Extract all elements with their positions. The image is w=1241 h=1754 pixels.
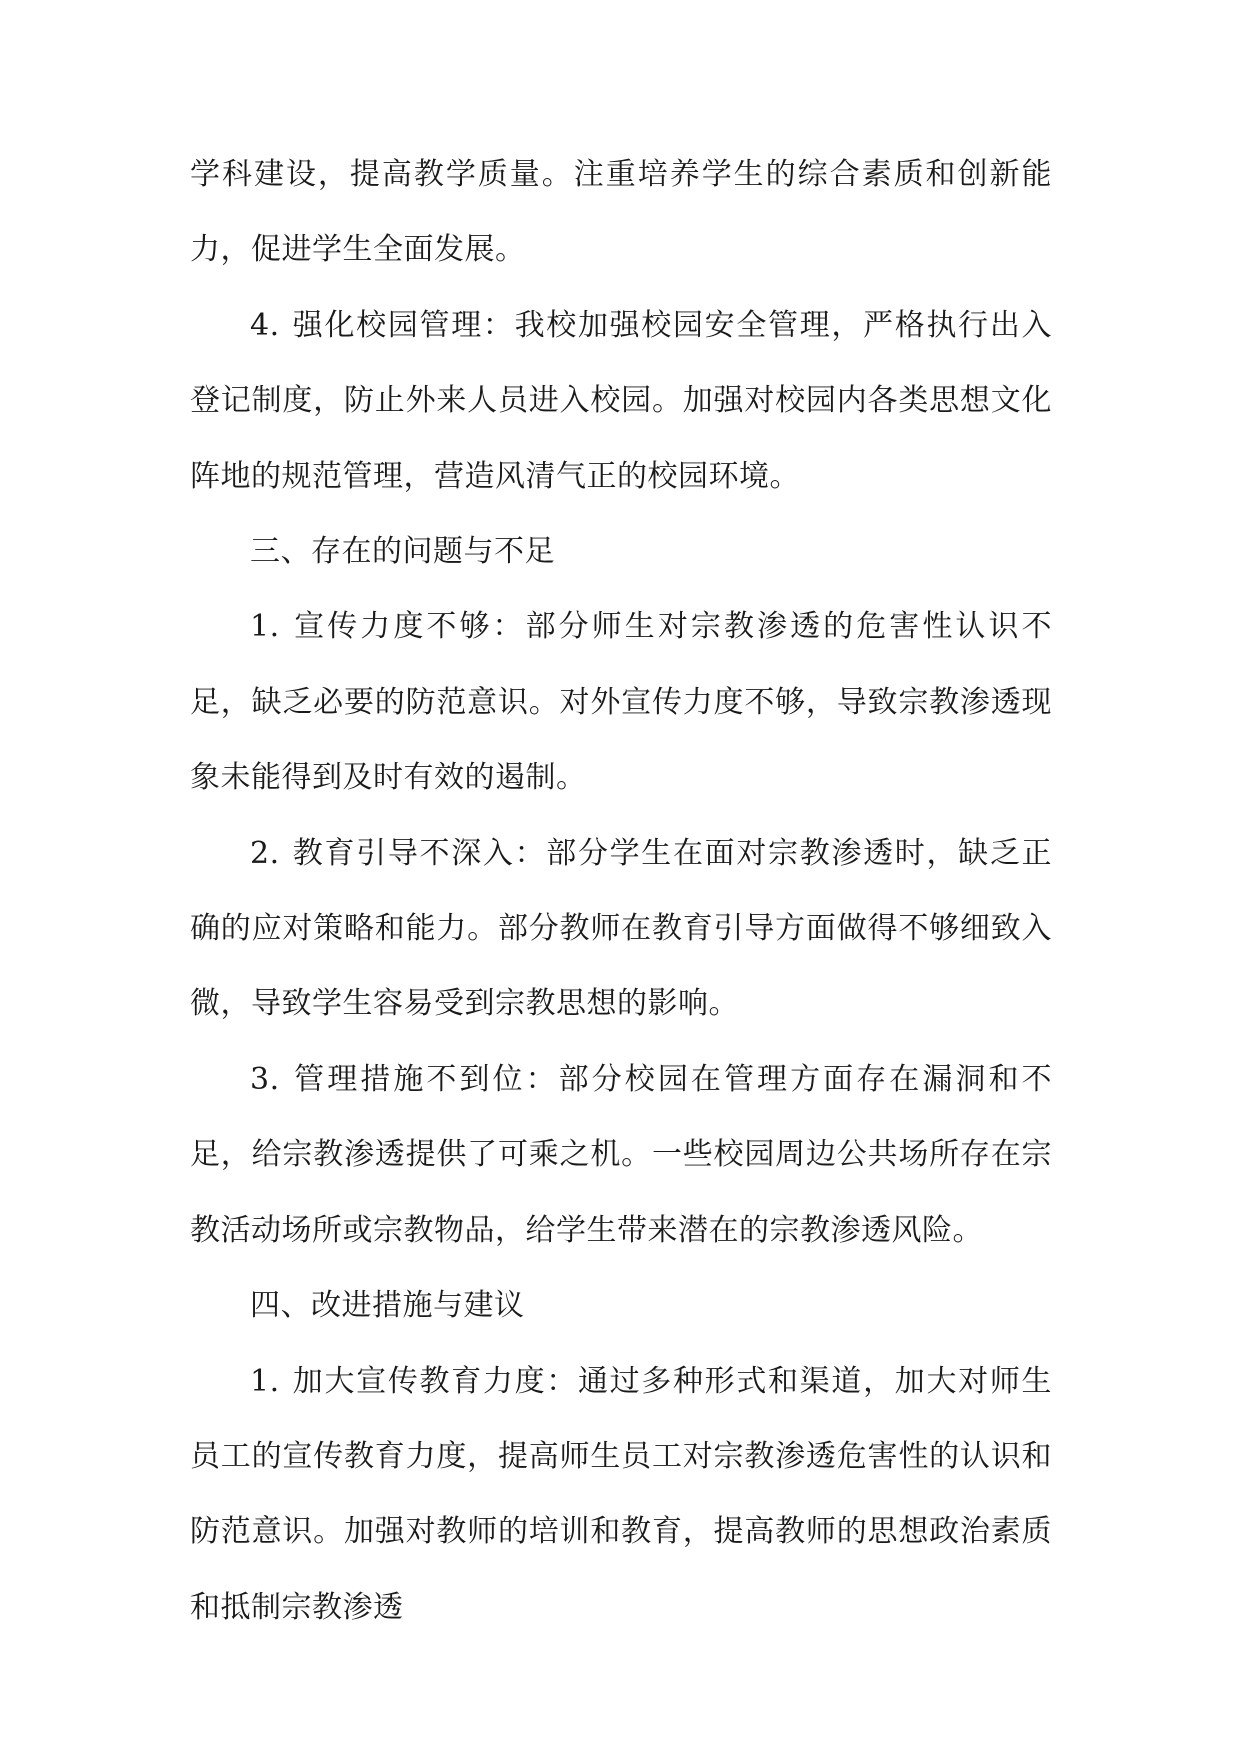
paragraph-text: 强化校园管理：我校加强校园安全管理，严格执行出入登记制度，防止外来人员进入校园。加强对校园内各类思想文化阵地的规范管理，营造风清气正的校园环境。: [190, 307, 1052, 494]
section-heading-improvements: [190, 1268, 1052, 1343]
paragraph-text: 宣传力度不够：部分师生对宗教渗透的危害性认识不足，缺乏必要的防范意识。对外宣传力度不够，导致宗教渗透现象未能得到及时有效的遏制。: [190, 609, 1052, 796]
paragraph-item-1-education: [190, 1344, 1052, 1646]
section-heading-problems: [190, 514, 1052, 589]
paragraph-text: 管理措施不到位：部分校园在管理方面存在漏洞和不足，给宗教渗透提供了可乘之机。一些校园周边公共场所存在宗教活动场所或宗教物品，给学生带来潜在的宗教渗透风险。: [190, 1061, 1052, 1248]
paragraph-continuation: [190, 137, 1052, 288]
heading-text: 四、改进措施与建议: [250, 1288, 525, 1324]
paragraph-text: 加大宣传教育力度：通过多种形式和渠道，加大对师生员工的宣传教育力度，提高师生员工对宗教渗透危害性的认识和防范意识。加强对教师的培训和教育，提高教师的思想政治素质和抵制宗教渗透: [190, 1363, 1052, 1625]
item-number: 4.: [250, 307, 280, 343]
paragraph-text: 学科建设，提高教学质量。注重培养学生的综合素质和创新能力，促进学生全面发展。: [190, 157, 1052, 268]
item-number: 2.: [250, 835, 280, 871]
document-body: [190, 137, 1052, 1645]
paragraph-item-1-publicity: [190, 589, 1052, 815]
paragraph-text: 教育引导不深入：部分学生在面对宗教渗透时，缺乏正确的应对策略和能力。部分教师在教育引导方面做得不够细致入微，导致学生容易受到宗教思想的影响。: [190, 835, 1052, 1022]
paragraph-item-2-guidance: [190, 816, 1052, 1042]
heading-text: 三、存在的问题与不足: [250, 534, 555, 570]
paragraph-item-4-campus-management: [190, 288, 1052, 514]
item-number: 1.: [250, 609, 280, 645]
paragraph-item-3-management-measures: [190, 1042, 1052, 1268]
item-number: 1.: [250, 1363, 280, 1399]
item-number: 3.: [250, 1061, 280, 1097]
